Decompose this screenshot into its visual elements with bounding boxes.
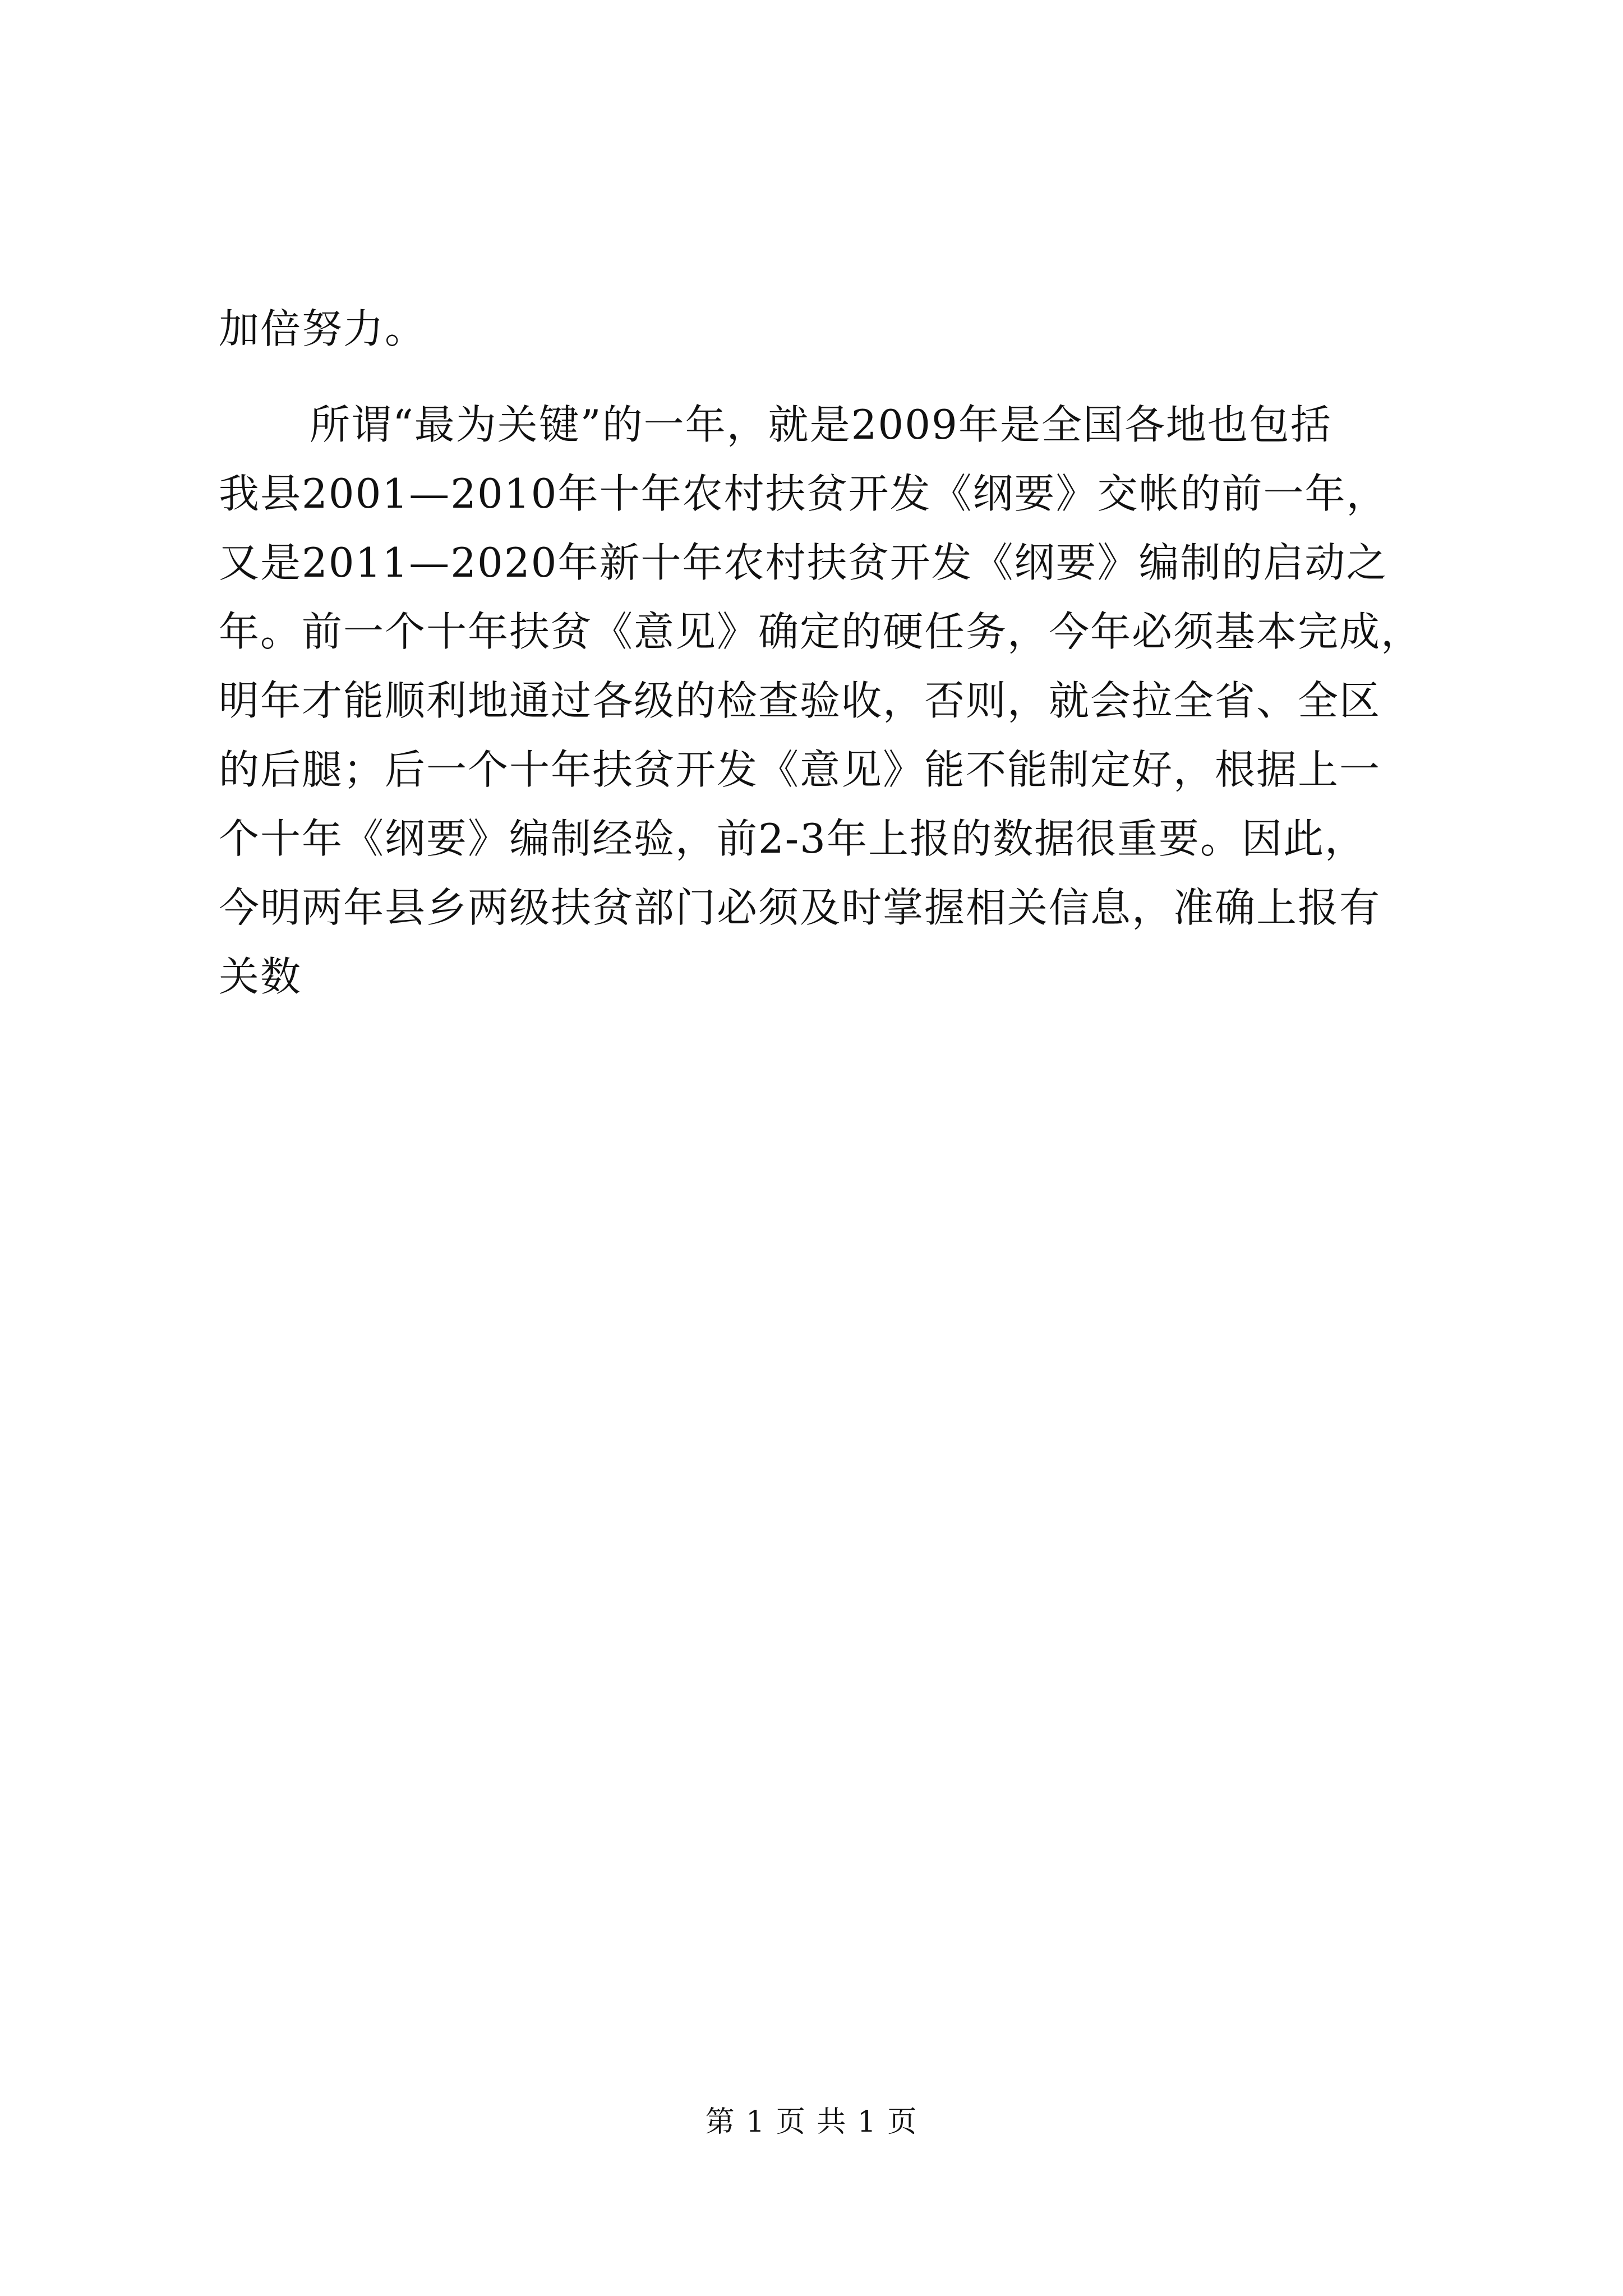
text-line: 又是2011—2020年新十年农村扶贫开发《纲要》编制的启动之 xyxy=(219,539,1388,586)
text-line: 明年才能顺利地通过各级的检查验收，否则，就会拉全省、全区 xyxy=(219,677,1381,724)
text-line: 年。前一个十年扶贫《意见》确定的硬任务，今年必须基本完成， xyxy=(219,608,1423,655)
text-line: 今明两年县乡两级扶贫部门必须及时掌握相关信息，准确上报有 xyxy=(219,884,1381,931)
document-body xyxy=(219,295,1422,1011)
text-line: 关数 xyxy=(219,953,302,1000)
text-line: 所谓“最为关键”的一年，就是2009年是全国各地也包括 xyxy=(310,401,1332,448)
text-line: 的后腿；后一个十年扶贫开发《意见》能不能制定好，根据上一 xyxy=(219,746,1381,793)
paragraph xyxy=(219,295,1422,364)
paragraph xyxy=(219,390,1422,1011)
text-line: 个十年《纲要》编制经验，前2-3年上报的数据很重要。因此， xyxy=(219,815,1366,862)
text-line: 加倍努力。 xyxy=(219,305,427,352)
text-line: 我县2001—2010年十年农村扶贫开发《纲要》交帐的前一年， xyxy=(219,470,1388,517)
page-number-footer: 第 1 页 共 1 页 xyxy=(705,2105,918,2139)
